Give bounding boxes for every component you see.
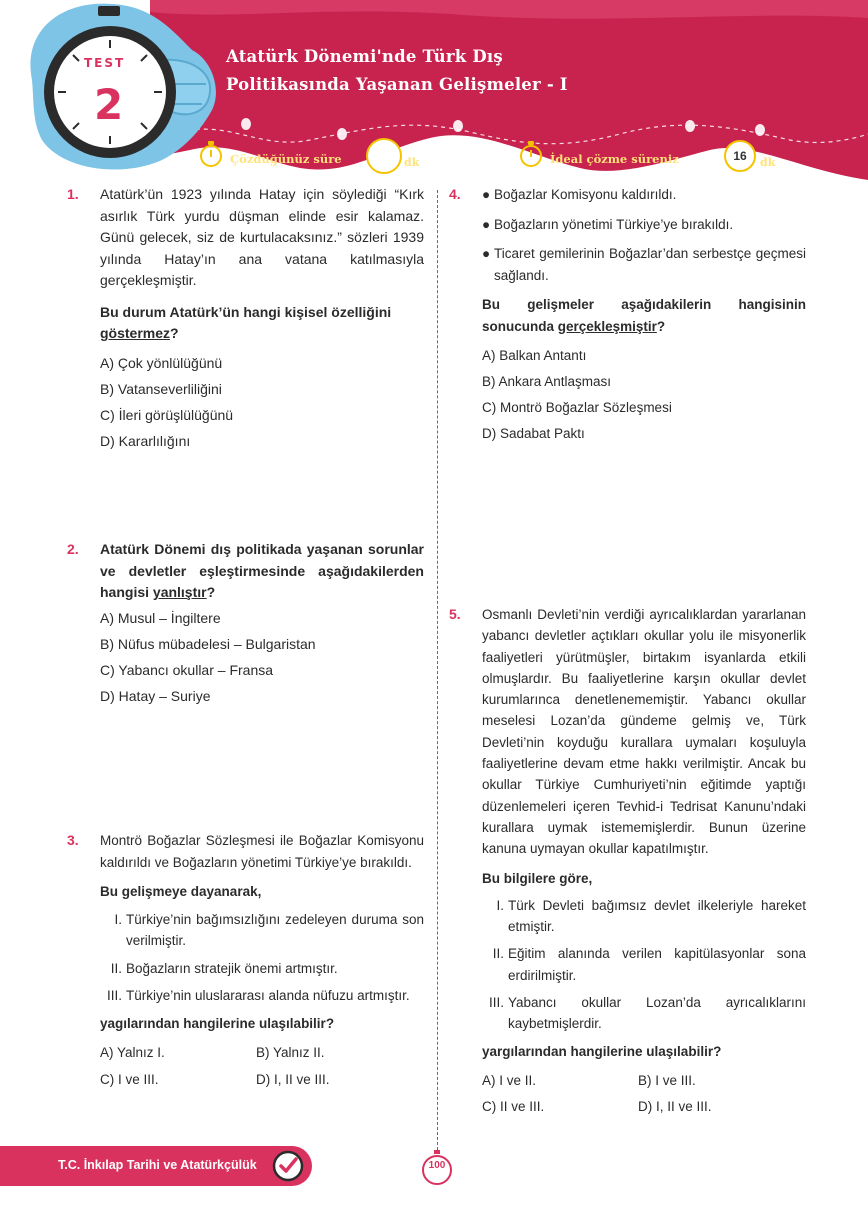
statement-3: III. Yabancı okullar Lozan’da ayrıcalıklarını kaybetmişlerdir. [488,995,806,1032]
option-c[interactable]: C) I ve III. [100,1071,159,1087]
option-b[interactable]: B) Nüfus mübadelesi – Bulgaristan [100,636,316,652]
question-number: 4. [449,186,461,202]
question-prompt: Bu gelişmeler aşağıdakilerin hangisinin sonucunda gerçekleşmiştir? [482,297,806,334]
option-a[interactable]: A) Balkan Antantı [482,348,587,363]
page-title-line-1: Atatürk Dönemi'nde Türk Dış [226,47,503,66]
question-3 [67,830,424,1090]
option-d[interactable]: D) Kararlılığını [100,432,191,449]
option-c[interactable]: C) II ve III. [482,1099,545,1115]
question-number: 5. [449,606,461,622]
statement-1: I. Türkiye’nin bağımsızlığını zedeleyen duruma son verilmiştir. [114,911,424,948]
solve-time-label: Çözdüğünüz süre [230,152,342,166]
ideal-time-value: 16 [733,149,747,163]
question-lead: Bu gelişmeye dayanarak, [100,884,262,899]
stopwatch-hand-icon [22,0,232,175]
bullet-item: ● Boğazların yönetimi Türkiye’ye bırakıldı. [482,216,734,232]
question-prompt: Bu durum Atatürk’ün hangi kişisel özelliğini göstermez? [100,303,392,341]
solve-time-field[interactable] [366,138,402,174]
option-b[interactable]: B) Yalnız II. [256,1045,325,1060]
page-title-line-2: Politikasında Yaşanan Gelişmeler - I [226,75,568,94]
question-prompt: yargılarından hangilerine ulaşılabilir? [482,1043,722,1059]
ideal-time-unit: dk [760,156,776,169]
question-prompt: yagılarından hangilerine ulaşılabilir? [100,1015,335,1031]
question-stem: Osmanlı Devleti’nin verdiği ayrıcalıklardan yararlanan yabancı devletler açtıkları okullar yolu ile misyonerlik faaliyetleri yürütmüşler, birtakım isyanlarda etkili olmuşlardır. Bu faaliyetlerine karşın okullar devlet kurumlarınca denetlenememiştir. Yabancı okullar meselesi Lozan’da gündeme gelmiş ve, Türk Devleti’nin koyduğu kurallara uymaları koşuluyla faaliyetlerine devam etme hakkı verilmiştir. Ancak bu okullar Türkiye Cumhuriyeti’nin eğitimde yaptığı düzenlemeleri içeren Tevhid-i Tedrisat Kanunu’ndaki kurallara uymak istememişlerdir. Bunun üzerine kanuna uymayan okullar kapatılmıştır. [482,607,806,857]
question-2 [67,539,424,708]
question-stem: Atatürk’ün 1923 yılında Hatay için söylediği “Kırk asırlık Türk yurdu düşman elinde esir kalamaz. Günü gelecek, siz de kurtulacaksınız.” sözleri 1939 yılında Hatay’ın ana vatana katılmasıyla gerçekleşmiştir. [100,186,424,288]
bullet-item: ● Ticaret gemilerinin Boğazlar’dan serbestçe geçmesi sağlandı. [482,246,806,283]
option-c[interactable]: C) İleri görüşlülüğünü [100,406,234,423]
option-a[interactable]: A) I ve II. [482,1072,537,1088]
page-number: 100 [428,1160,446,1171]
test-word: TEST [84,56,126,70]
test-number: 2 [94,80,124,129]
question-stem: Montrö Boğazlar Sözleşmesi ile Boğazlar Komisyonu kaldırıldı ve Boğazların yönetimi Türkiye’ye bırakıldı. [100,833,424,870]
stopwatch-icon [520,145,542,167]
option-c[interactable]: C) Yabancı okullar – Fransa [100,662,274,678]
course-name: T.C. İnkılap Tarihi ve Atatürkçülük [58,1158,257,1172]
question-number: 1. [67,186,79,202]
question-lead: Bu bilgilere göre, [482,870,593,886]
statement-3: III. Türkiye’nin uluslararası alanda nüfuzu artmıştır. [106,988,410,1003]
solve-time-unit: dk [404,156,420,169]
option-b[interactable]: B) Ankara Antlaşması [482,374,612,389]
statement-1: I. Türk Devleti bağımsız devlet ilkeleriyle hareket etmiştir. [496,897,806,935]
statement-2: II. Boğazların stratejik önemi artmıştır. [110,960,338,976]
question-1 [67,184,424,452]
option-b[interactable]: B) Vatanseverliliğini [100,380,222,397]
option-b[interactable]: B) I ve III. [638,1072,696,1088]
question-number: 3. [67,832,79,848]
ideal-time-circle [724,140,756,172]
ideal-time-label: İdeal çözme süreniz [550,152,679,166]
column-divider [437,190,438,1150]
statement-2: II. Eğitim alanında verilen kapitülasyonlar sona erdirilmiştir. [492,946,806,983]
option-d[interactable]: D) Sadabat Paktı [482,426,585,441]
option-a[interactable]: A) Çok yönlülüğünü [100,354,223,371]
option-d[interactable]: D) Hatay – Suriye [100,688,211,704]
option-c[interactable]: C) Montrö Boğazlar Sözleşmesi [482,400,672,415]
bullet-item: ● Boğazlar Komisyonu kaldırıldı. [482,187,677,202]
option-a[interactable]: A) Musul – İngiltere [100,610,221,626]
check-icon [272,1150,304,1182]
question-prompt: Atatürk Dönemi dış politikada yaşanan sorunlar ve devletler eşleştirmesinde aşağıdakilerden hangisi yanlıştır? [100,541,424,600]
option-a[interactable]: A) Yalnız I. [100,1045,165,1060]
question-5 [449,604,806,1118]
stopwatch-icon [200,145,222,167]
option-d[interactable]: D) I, II ve III. [256,1071,330,1087]
question-4 [449,184,806,445]
question-number: 2. [67,541,79,557]
option-d[interactable]: D) I, II ve III. [638,1099,712,1115]
